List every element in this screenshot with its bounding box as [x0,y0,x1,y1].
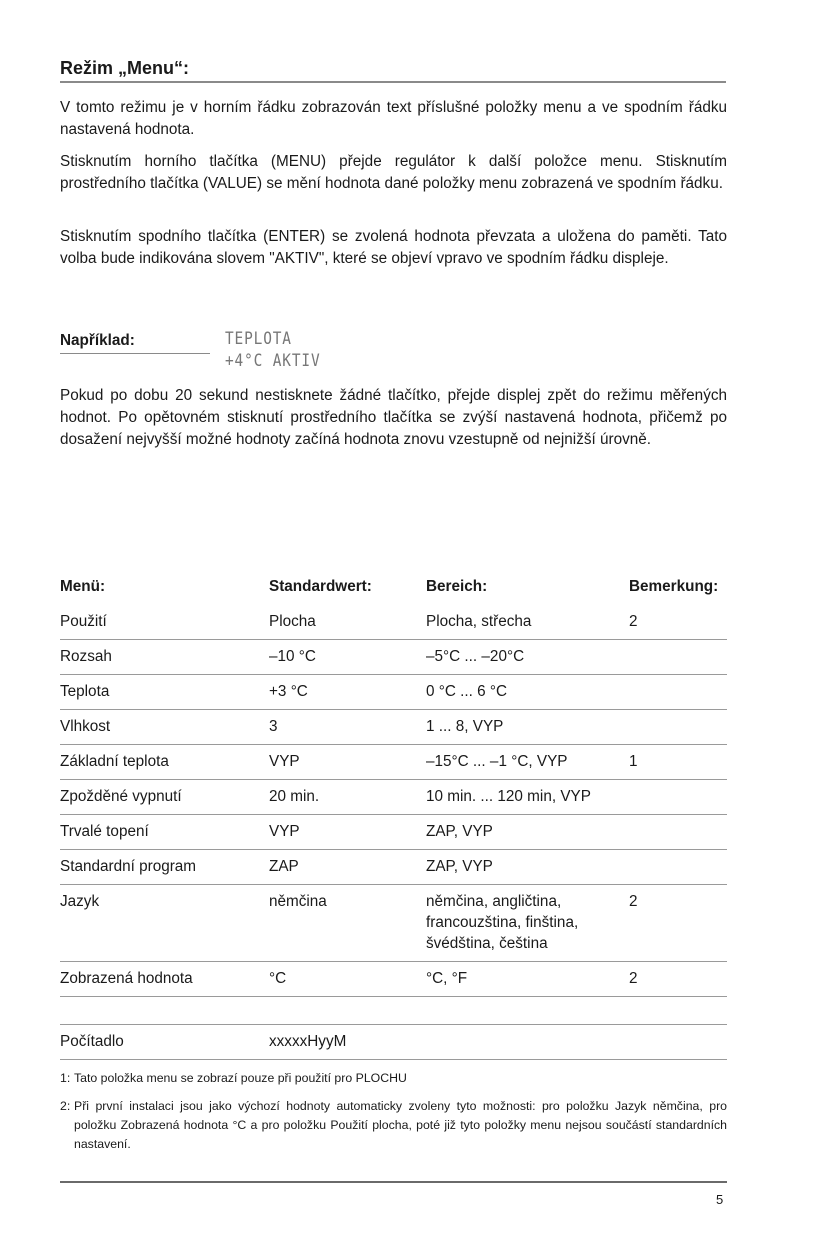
table-row [60,1025,727,1060]
cell-default: °C [269,962,426,997]
cell-note [629,710,727,745]
paragraph-3: Stisknutím spodního tlačítka (ENTER) se zvolená hodnota převzata a uložena do paměti. Tato volba bude indikována slovem "AKTIV", které se objeví vpravo ve spodním řádku displeje. [60,228,727,267]
cell-note: 2 [629,885,727,962]
table-row [60,885,727,962]
cell-note [629,850,727,885]
table-row [60,962,727,997]
footer-divider [60,1181,727,1183]
cell-menu: Rozsah [60,640,269,675]
cell-range: –5°C ... –20°C [426,640,629,675]
cell-default: VYP [269,815,426,850]
cell-note: 2 [629,605,727,640]
lcd-display-line-1: TEPLOTA [225,329,292,349]
header-note: Bemerkung: [629,578,719,595]
cell-range: –15°C ... –1 °C, VYP [426,745,629,780]
cell-menu [60,997,269,1025]
cell-menu: Použití [60,605,269,640]
cell-default: –10 °C [269,640,426,675]
cell-range: 10 min. ... 120 min, VYP [426,780,629,815]
page-number: 5 [716,1192,724,1207]
cell-note [629,640,727,675]
cell-note [629,815,727,850]
cell-note [629,1025,727,1060]
footnote-2: 2: Při první instalaci jsou jako výchozí hodnoty automaticky zvoleny tyto možnosti: pro položku Jazyk němčina, pro položku Zobrazená hodnota °C a pro položku Použití plocha, poté již tyto položky menu nejsou součástí standardních nastavení. [60,1099,727,1151]
table-row [60,605,727,640]
cell-range: ZAP, VYP [426,815,629,850]
cell-default: +3 °C [269,675,426,710]
cell-range: 0 °C ... 6 °C [426,675,629,710]
table-row [60,815,727,850]
header-menu: Menü: [60,578,106,595]
paragraph-4: Pokud po dobu 20 sekund nestisknete žádné tlačítko, přejde displej zpět do režimu měřených hodnot. Po opětovném stisknutí prostředního tlačítka se zvýší nastavená hodnota, přičemž po dosažení nejvyšší možné hodnoty začíná hodnota znovu vzestupně od nejnižší úrovně. [60,387,727,448]
cell-note [629,780,727,815]
cell-menu: Vlhkost [60,710,269,745]
cell-menu: Trvalé topení [60,815,269,850]
cell-range: °C, °F [426,962,629,997]
cell-default: ZAP [269,850,426,885]
lcd-display-line-2: +4°C AKTIV [225,351,321,371]
table-row [60,850,727,885]
cell-range: ZAP, VYP [426,850,629,885]
paragraph-2: Stisknutím horního tlačítka (MENU) přejde regulátor k další položce menu. Stisknutím prostředního tlačítka (VALUE) se mění hodnota dané položky menu zobrazená ve spodním řádku. [60,153,727,192]
cell-default: 3 [269,710,426,745]
table-row [60,780,727,815]
table-row [60,675,727,710]
cell-note: 2 [629,962,727,997]
header-default: Standardwert: [269,578,372,595]
header-range: Bereich: [426,578,488,595]
cell-default: němčina [269,885,426,962]
cell-note [629,997,727,1025]
cell-default [269,997,426,1025]
table-row [60,745,727,780]
cell-range [426,997,629,1025]
cell-range: Plocha, střecha [426,605,629,640]
cell-menu: Teplota [60,675,269,710]
table-row [60,640,727,675]
cell-default: xxxxxHyyM [269,1025,426,1060]
cell-note: 1 [629,745,727,780]
cell-note [629,675,727,710]
section-heading: Režim „Menu“: [60,58,726,83]
cell-menu: Jazyk [60,885,269,962]
cell-range [426,1025,629,1060]
table-row [60,710,727,745]
table-row [60,997,727,1025]
cell-range: 1 ... 8, VYP [426,710,629,745]
example-label: Například: [60,332,210,354]
cell-default: Plocha [269,605,426,640]
cell-default: 20 min. [269,780,426,815]
cell-range: němčina, angličtina, francouzština, finština, švédština, čeština [426,885,629,962]
cell-menu: Zpožděné vypnutí [60,780,269,815]
cell-default: VYP [269,745,426,780]
menu-table [60,570,727,1060]
cell-menu: Zobrazená hodnota [60,962,269,997]
cell-menu: Počítadlo [60,1025,269,1060]
cell-menu: Standardní program [60,850,269,885]
footnote-1: 1: Tato položka menu se zobrazí pouze při použití pro PLOCHU [60,1071,407,1085]
cell-menu: Základní teplota [60,745,269,780]
table-header-row [60,570,727,605]
paragraph-1: V tomto režimu je v horním řádku zobrazován text příslušné položky menu a ve spodním řádku nastavená hodnota. [60,99,727,138]
